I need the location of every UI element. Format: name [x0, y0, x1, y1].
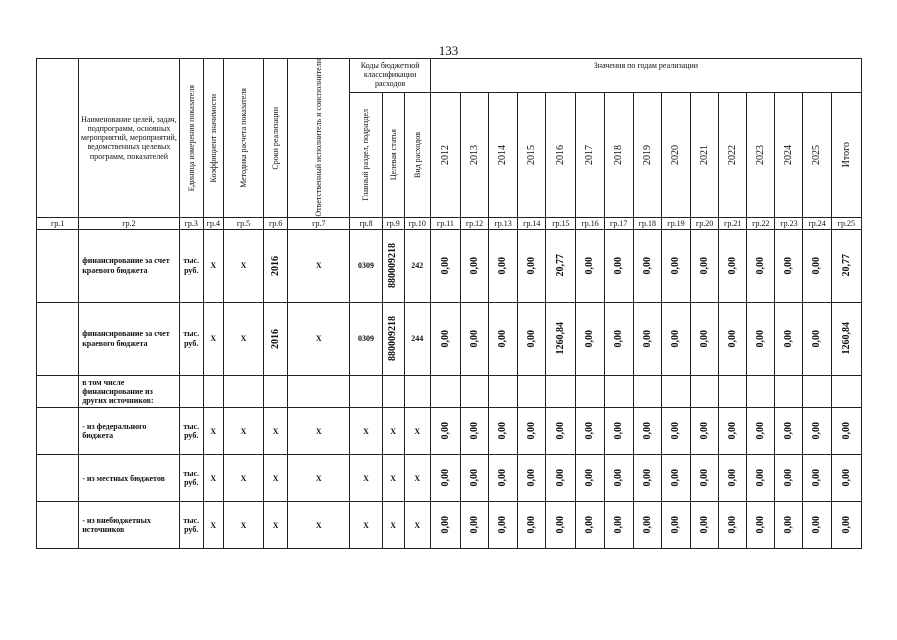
- row-executor: Х: [288, 408, 350, 455]
- row-value: 0,00: [518, 302, 546, 375]
- header-section: Главный раздел, подраздел: [350, 92, 382, 217]
- header-year-2016: 2016: [546, 92, 576, 217]
- row-unit: тыс. руб.: [179, 302, 203, 375]
- row-value: 20,77: [831, 229, 861, 302]
- row-number-cell: [37, 408, 79, 455]
- row-coef: Х: [203, 408, 223, 455]
- empty-cell: [264, 375, 288, 408]
- empty-cell: [179, 375, 203, 408]
- row-value: 0,00: [633, 408, 661, 455]
- group-label: гр.5: [223, 217, 263, 229]
- row-period: Х: [264, 502, 288, 549]
- row-value: 0,00: [430, 229, 460, 302]
- row-value: 0,00: [747, 229, 775, 302]
- group-label: гр.22: [747, 217, 775, 229]
- row-period: 2016: [264, 302, 288, 375]
- empty-cell: [404, 375, 430, 408]
- row-value: 0,00: [546, 408, 576, 455]
- row-number-cell: [37, 302, 79, 375]
- row-expense: Х: [404, 502, 430, 549]
- row-value: 0,00: [719, 502, 747, 549]
- empty-cell: [604, 375, 633, 408]
- group-label: гр.4: [203, 217, 223, 229]
- empty-cell: [747, 375, 775, 408]
- header-year-2021: 2021: [690, 92, 718, 217]
- page-number: 133: [438, 43, 459, 58]
- row-value: 0,00: [831, 408, 861, 455]
- empty-cell: [576, 375, 604, 408]
- row-value: 0,00: [633, 502, 661, 549]
- row-method: Х: [223, 229, 263, 302]
- row-executor: Х: [288, 302, 350, 375]
- row-value: 0,00: [747, 455, 775, 502]
- row-target: 880009218: [382, 229, 404, 302]
- group-label: гр.17: [604, 217, 633, 229]
- empty-cell: [690, 375, 718, 408]
- row-method: Х: [223, 408, 263, 455]
- row-value: 0,00: [633, 229, 661, 302]
- row-value: 0,00: [803, 229, 831, 302]
- empty-cell: [803, 375, 831, 408]
- empty-cell: [382, 375, 404, 408]
- row-target: 880009218: [382, 302, 404, 375]
- header-method: Методика расчета показателя: [223, 59, 263, 218]
- header-year-2025: 2025: [803, 92, 831, 217]
- row-value: 0,00: [831, 502, 861, 549]
- row-expense: 242: [404, 229, 430, 302]
- row-coef: Х: [203, 502, 223, 549]
- row-value: 0,00: [460, 302, 488, 375]
- row-value: 0,00: [719, 229, 747, 302]
- table-row: [37, 302, 862, 375]
- row-value: 0,00: [430, 455, 460, 502]
- row-value: 0,00: [460, 408, 488, 455]
- row-value: 0,00: [576, 302, 604, 375]
- row-period: 2016: [264, 229, 288, 302]
- empty-cell: [831, 375, 861, 408]
- header-year-2019: 2019: [633, 92, 661, 217]
- row-value: 0,00: [719, 408, 747, 455]
- row-executor: Х: [288, 502, 350, 549]
- row-section: Х: [350, 408, 382, 455]
- row-value: 0,00: [747, 502, 775, 549]
- header-year-2024: 2024: [775, 92, 803, 217]
- row-value: 0,00: [604, 455, 633, 502]
- group-label: гр.10: [404, 217, 430, 229]
- group-label: гр.19: [661, 217, 690, 229]
- row-value: 0,00: [633, 302, 661, 375]
- empty-cell: [775, 375, 803, 408]
- group-label: гр.16: [576, 217, 604, 229]
- table-row: [37, 375, 862, 408]
- empty-cell: [288, 375, 350, 408]
- header-codes-group: Коды бюджетной классификации расходов: [350, 59, 430, 93]
- row-value: 0,00: [775, 455, 803, 502]
- row-executor: Х: [288, 229, 350, 302]
- row-value: 1260,84: [831, 302, 861, 375]
- empty-cell: [546, 375, 576, 408]
- row-value: 0,00: [775, 408, 803, 455]
- row-method: Х: [223, 502, 263, 549]
- group-label: гр.14: [518, 217, 546, 229]
- row-target: Х: [382, 408, 404, 455]
- row-value: 0,00: [604, 408, 633, 455]
- header-total: Итого: [831, 92, 861, 217]
- empty-cell: [203, 375, 223, 408]
- row-value: 0,00: [719, 302, 747, 375]
- row-value: 0,00: [747, 302, 775, 375]
- header-name: Наименование целей, задач, подпрограмм, основных мероприятий, мероприятий, ведомственных целевых программ, показателей: [79, 59, 179, 218]
- row-value: 0,00: [661, 302, 690, 375]
- row-value: 0,00: [604, 502, 633, 549]
- row-expense: Х: [404, 455, 430, 502]
- header-year-2020: 2020: [661, 92, 690, 217]
- row-value: 0,00: [518, 229, 546, 302]
- row-value: 0,00: [690, 502, 718, 549]
- group-label: гр.20: [690, 217, 718, 229]
- group-label: гр.15: [546, 217, 576, 229]
- row-value: 0,00: [576, 502, 604, 549]
- empty-cell: [633, 375, 661, 408]
- header-year-2017: 2017: [576, 92, 604, 217]
- header-year-2015: 2015: [518, 92, 546, 217]
- row-value: 0,00: [690, 229, 718, 302]
- row-value: 0,00: [633, 455, 661, 502]
- header-expense: Вид расходов: [404, 92, 430, 217]
- group-label: гр.1: [37, 217, 79, 229]
- header-unit: Единица измерения показателя: [179, 59, 203, 218]
- group-label: гр.24: [803, 217, 831, 229]
- row-value: 0,00: [430, 302, 460, 375]
- row-value: 0,00: [690, 455, 718, 502]
- table-row: [37, 229, 862, 302]
- empty-cell: [430, 375, 460, 408]
- group-label: гр.12: [460, 217, 488, 229]
- header-year-2012: 2012: [430, 92, 460, 217]
- row-value: 0,00: [546, 502, 576, 549]
- group-label: гр.3: [179, 217, 203, 229]
- row-unit: тыс. руб.: [179, 455, 203, 502]
- row-value: 0,00: [661, 408, 690, 455]
- row-name: финансирование за счет краевого бюджета: [79, 302, 179, 375]
- row-unit: тыс. руб.: [179, 408, 203, 455]
- empty-cell: [223, 375, 263, 408]
- row-value: 0,00: [775, 302, 803, 375]
- header-year-2022: 2022: [719, 92, 747, 217]
- row-value: 0,00: [518, 455, 546, 502]
- row-name: - из местных бюджетов: [79, 455, 179, 502]
- row-name: - из внебюджетных источников: [79, 502, 179, 549]
- row-method: Х: [223, 455, 263, 502]
- header-year-2013: 2013: [460, 92, 488, 217]
- row-value: 0,00: [546, 455, 576, 502]
- group-label: гр.25: [831, 217, 861, 229]
- row-coef: Х: [203, 229, 223, 302]
- row-number-cell: [37, 502, 79, 549]
- row-value: 0,00: [604, 302, 633, 375]
- row-value: 0,00: [430, 502, 460, 549]
- empty-cell: [489, 375, 518, 408]
- row-value: 0,00: [803, 502, 831, 549]
- row-value: 0,00: [489, 229, 518, 302]
- row-value: 0,00: [576, 229, 604, 302]
- row-period: Х: [264, 408, 288, 455]
- row-value: 0,00: [518, 408, 546, 455]
- table-row: [37, 408, 862, 455]
- row-value: 1260,84: [546, 302, 576, 375]
- row-executor: Х: [288, 455, 350, 502]
- row-value: 0,00: [489, 455, 518, 502]
- group-label: гр.23: [775, 217, 803, 229]
- row-section: 0309: [350, 229, 382, 302]
- header-coef: Коэффициент значимости: [203, 59, 223, 218]
- row-value: 0,00: [430, 408, 460, 455]
- row-value: 0,00: [803, 302, 831, 375]
- row-name: в том числе финансирование из других источников:: [79, 375, 179, 408]
- empty-cell: [460, 375, 488, 408]
- row-number-cell: [37, 229, 79, 302]
- row-value: 0,00: [747, 408, 775, 455]
- header-year-2014: 2014: [489, 92, 518, 217]
- empty-cell: [719, 375, 747, 408]
- row-value: 0,00: [576, 455, 604, 502]
- row-target: Х: [382, 502, 404, 549]
- empty-cell: [518, 375, 546, 408]
- row-method: Х: [223, 302, 263, 375]
- row-value: 0,00: [460, 502, 488, 549]
- group-label: гр.7: [288, 217, 350, 229]
- row-value: 0,00: [489, 502, 518, 549]
- group-label: гр.18: [633, 217, 661, 229]
- group-label: гр.13: [489, 217, 518, 229]
- row-number-cell: [37, 455, 79, 502]
- row-value: 0,00: [661, 502, 690, 549]
- row-value: 0,00: [803, 455, 831, 502]
- row-value: 0,00: [775, 229, 803, 302]
- row-value: 0,00: [576, 408, 604, 455]
- row-value: 0,00: [661, 229, 690, 302]
- group-label: гр.6: [264, 217, 288, 229]
- group-label: гр.8: [350, 217, 382, 229]
- row-unit: тыс. руб.: [179, 229, 203, 302]
- row-value: 0,00: [690, 302, 718, 375]
- row-value: 20,77: [546, 229, 576, 302]
- row-coef: Х: [203, 302, 223, 375]
- row-coef: Х: [203, 455, 223, 502]
- row-value: 0,00: [690, 408, 718, 455]
- row-name: - из федерального бюджета: [79, 408, 179, 455]
- table-row: [37, 502, 862, 549]
- row-value: 0,00: [661, 455, 690, 502]
- table-row: [37, 455, 862, 502]
- row-name: финансирование за счет краевого бюджета: [79, 229, 179, 302]
- row-value: 0,00: [775, 502, 803, 549]
- program-table: [36, 58, 862, 549]
- row-section: Х: [350, 455, 382, 502]
- group-label: гр.9: [382, 217, 404, 229]
- row-value: 0,00: [460, 229, 488, 302]
- header-values-group: Значения по годам реализации: [430, 59, 861, 93]
- header-year-2018: 2018: [604, 92, 633, 217]
- row-value: 0,00: [803, 408, 831, 455]
- row-section: 0309: [350, 302, 382, 375]
- empty-cell: [661, 375, 690, 408]
- row-value: 0,00: [489, 302, 518, 375]
- row-value: 0,00: [831, 455, 861, 502]
- header-executor: Ответственный исполнитель и соисполнители: [288, 59, 350, 218]
- row-value: 0,00: [719, 455, 747, 502]
- row-period: Х: [264, 455, 288, 502]
- row-value: 0,00: [489, 408, 518, 455]
- row-value: 0,00: [460, 455, 488, 502]
- header-target: Целевая статья: [382, 92, 404, 217]
- row-number-cell: [37, 375, 79, 408]
- row-unit: тыс. руб.: [179, 502, 203, 549]
- row-expense: 244: [404, 302, 430, 375]
- group-label: гр.21: [719, 217, 747, 229]
- row-value: 0,00: [518, 502, 546, 549]
- row-expense: Х: [404, 408, 430, 455]
- header-year-2023: 2023: [747, 92, 775, 217]
- row-value: 0,00: [604, 229, 633, 302]
- empty-cell: [350, 375, 382, 408]
- group-label: гр.11: [430, 217, 460, 229]
- header-period: Сроки реализации: [264, 59, 288, 218]
- row-section: Х: [350, 502, 382, 549]
- group-label: гр.2: [79, 217, 179, 229]
- row-target: Х: [382, 455, 404, 502]
- header-col1: [37, 59, 79, 218]
